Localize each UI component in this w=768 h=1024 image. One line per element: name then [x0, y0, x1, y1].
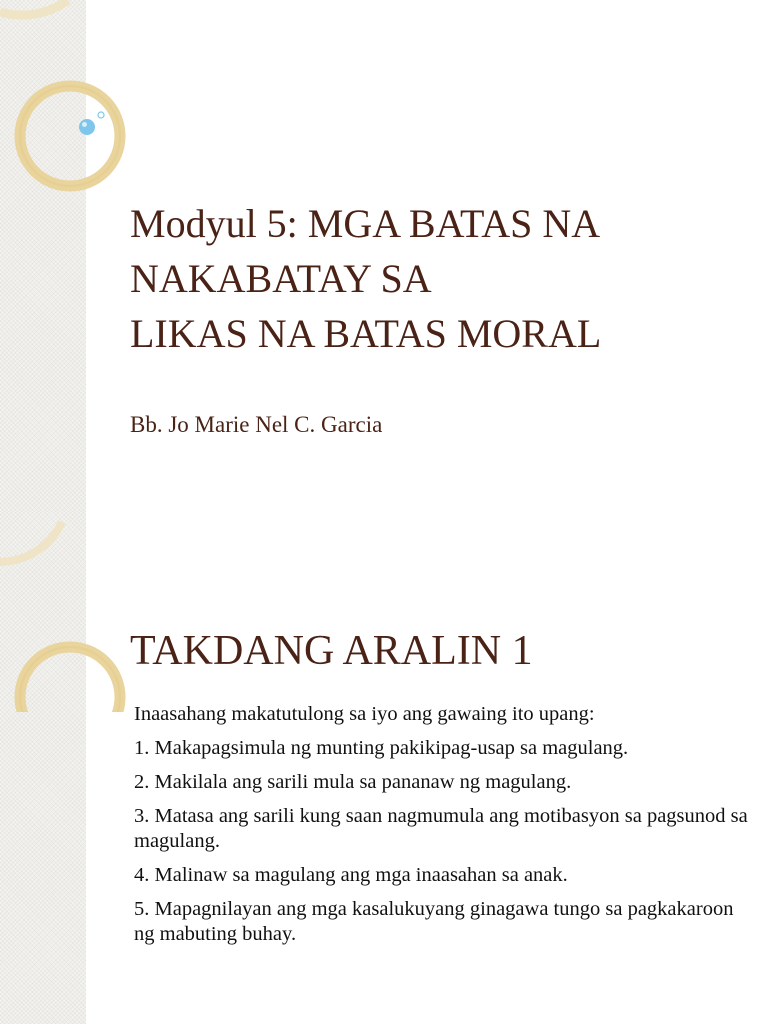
- list-item: 5. Mapagnilayan ang mga kasalukuyang ginagawa tungo sa pagkakaroon ng mabuting buhay.: [134, 898, 734, 945]
- slide-title: [130, 196, 601, 361]
- title-line-2: NAKABATAY SA: [130, 256, 432, 301]
- slide-title: TAKDANG ARALIN 1: [130, 628, 533, 674]
- slide-2: [0, 512, 768, 1024]
- list-item: 3. Matasa ang sarili kung saan nagmumula ang motibasyon sa pagsunod sa magulang.: [134, 805, 748, 852]
- title-line-1: Modyul 5: MGA BATAS NA: [130, 201, 601, 246]
- title-line-3: LIKAS NA BATAS MORAL: [130, 311, 602, 356]
- list-item: 2. Makilala ang sarili mula sa pananaw ng magulang.: [134, 771, 572, 793]
- bubble-icon: [79, 119, 95, 135]
- decorative-rings-icon: [0, 512, 130, 712]
- decorative-rings-icon: [0, 0, 130, 200]
- list-item: 4. Malinaw sa magulang ang mga inaasahan sa anak.: [134, 864, 568, 886]
- author-subtitle: Bb. Jo Marie Nel C. Garcia: [130, 412, 383, 437]
- list-item: Inaasahang makatutulong sa iyo ang gawaing ito upang:: [134, 703, 595, 725]
- content-list: [134, 702, 759, 956]
- list-item: 1. Makapagsimula ng munting pakikipag-usap sa magulang.: [134, 737, 629, 759]
